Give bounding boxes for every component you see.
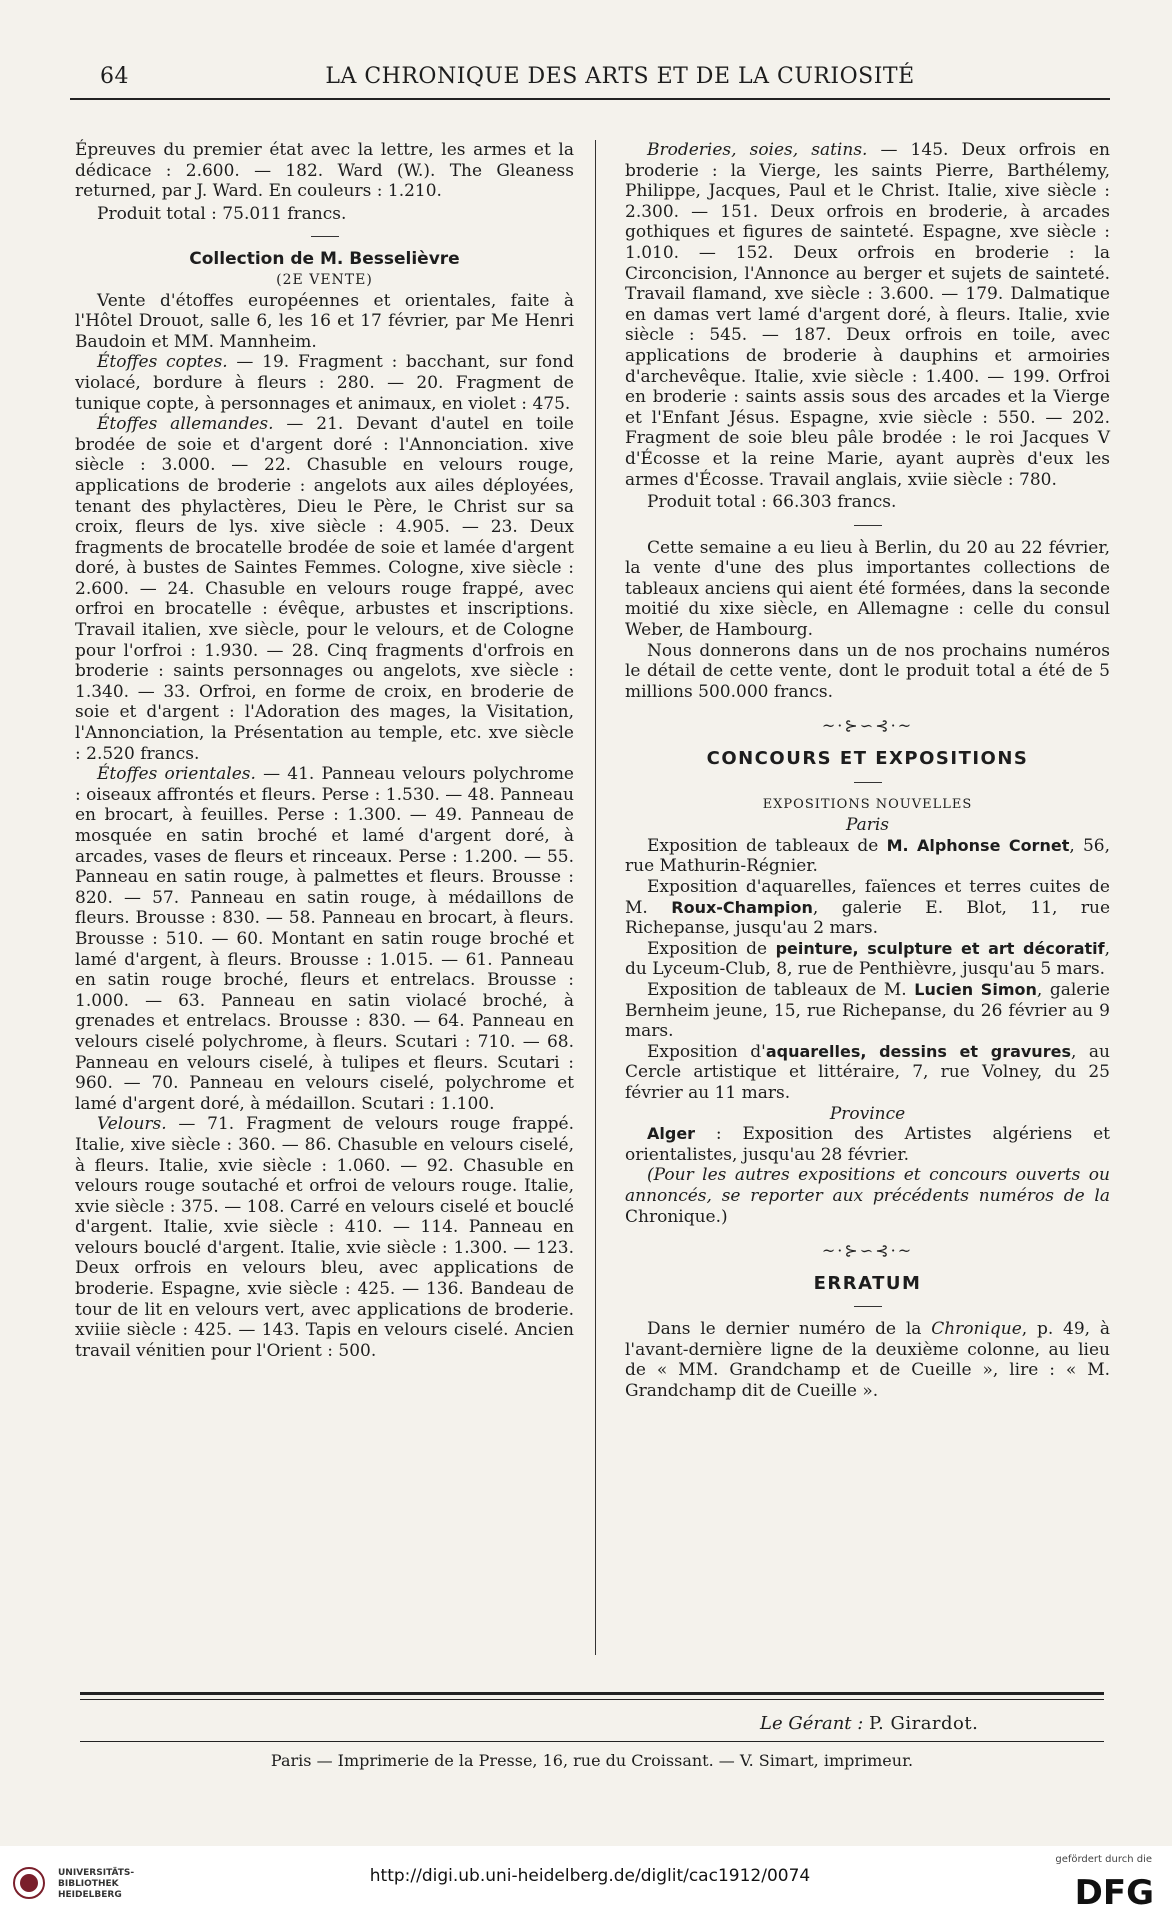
section-heading: CONCOURS ET EXPOSITIONS bbox=[706, 748, 1029, 770]
gerant-line: Le Gérant : P. Girardot. bbox=[760, 1713, 979, 1734]
paragraph: Étoffes orientales. — 41. Panneau velours polychrome : oiseaux affrontés et fleurs. Perse : 1.530. — 48. Panneau en brocart, à feuilles. Perse : 1.300. — 49. Panneau de mosquée en satin broché et lamé d'argent doré, à arcades, vases de fleurs et rinceaux. Perse : 1.200. — 55. Panneau en satin rouge, à palmettes et fleurs. Brousse : 820. — 57. Panneau en satin rouge, à médaillons de fleurs. Brousse : 830. — 58. Panneau en brocart, à fleurs. Brousse : 510. — 60. Montant en satin rouge broché et lamé d'argent, à fleurs. Brousse : 1.015. — 61. Panneau en satin rouge broché, fleurs et entrelacs. Brousse : 1.000. — 63. Panneau en satin violacé broché, à grenades et entrelacs. Brousse : 830. — 64. Panneau en velours ciselé polychrome, à fleurs. Scutari : 710. — 68. Panneau en velours ciselé, à tulipes et fleurs. Scutari : 960. — 70. Panneau en velours ciselé, polychrome et lamé d'argent doré, à médaillon. Scutari : 1.100. bbox=[75, 764, 574, 1114]
divider bbox=[311, 236, 339, 237]
left-column bbox=[75, 140, 574, 1361]
total-line: Produit total : 66.303 francs. bbox=[647, 492, 897, 513]
funding-note: gefördert durch die bbox=[1055, 1854, 1152, 1865]
exhibition-item: Exposition d'aquarelles, dessins et gravures, au Cercle artistique et littéraire, 7, rue Volney, du 25 février au 11 mars. bbox=[625, 1041, 1110, 1103]
paragraph: Velours. — 71. Fragment de velours rouge frappé. Italie, xive siècle : 360. — 86. Chasuble en velours ciselé, à fleurs. Italie, xvie siècle : 1.060. — 92. Chasuble en velours rouge soutaché et orfroi de velours rouge. Italie, xvie siècle : 375. — 108. Carré en velours ciselé et bouclé d'argent. Italie, xvie siècle : 410. — 114. Panneau en velours bouclé d'argent. Italie, xvie siècle : 1.300. — 123. Deux orfrois en velours bleu, avec applications de broderie. Espagne, xvie siècle : 425. — 136. Bandeau de tour de lit en velours vert, avec applications de broderie. xviiie siècle : 425. — 143. Tapis en velours ciselé. Ancien travail vénitien pour l'Orient : 500. bbox=[75, 1114, 574, 1361]
page-number: 64 bbox=[100, 64, 129, 89]
paragraph: Étoffes allemandes. — 21. Devant d'autel en toile brodée de soie et d'argent doré : l'Annonciation. xive siècle : 3.000. — 22. Chasuble en velours rouge, applications de broderie : angelots aux ailes déployées, tenant des phylactères, Dieu le Père, le Christ sur sa croix, fleurs de lys. xive siècle : 4.905. — 23. Deux fragments de brocatelle brodée de soie et lamée d'argent doré, à bustes de Saintes Femmes. Cologne, xive siècle : 2.600. — 24. Chasuble en velours rouge frappé, avec orfroi en brocatelle : évêque, arbustes et inscriptions. Travail italien, xve siècle, pour le velours, et de Cologne pour l'orfroi : 1.930. — 28. Cinq fragments d'orfrois en broderie : saints personnages ou angelots, xve siècle : 1.340. — 33. Orfroi, en forme de croix, en broderie de soie et d'argent : l'Adoration des mages, la Visitation, l'Annonciation, la Présentation au temple, etc. xve siècle : 2.520 francs. bbox=[75, 414, 574, 764]
running-head bbox=[70, 64, 1110, 94]
dfg-logo-icon bbox=[1036, 1868, 1156, 1908]
bottom-rule bbox=[80, 1692, 1104, 1695]
library-name: UNIVERSITÄTS- BIBLIOTHEK HEIDELBERG bbox=[58, 1868, 135, 1900]
journal-title: LA CHRONIQUE DES ARTS ET DE LA CURIOSITÉ bbox=[325, 64, 915, 89]
divider bbox=[854, 782, 882, 783]
city-heading: Province bbox=[829, 1103, 906, 1124]
erratum-text: Dans le dernier numéro de la Chronique, p. 49, à l'avant-dernière ligne de la deuxième colonne, au lieu de « MM. Grandchamp et de Cueille », lire : « M. Grandchamp dit de Cueille ». bbox=[625, 1319, 1110, 1402]
paragraph: Étoffes coptes. — 19. Fragment : bacchant, sur fond violacé, bordure à fleurs : 280. — 20. Fragment de tunique copte, à personnages et animaux, en violet : 475. bbox=[75, 352, 574, 414]
editorial-note: (Pour les autres expositions et concours ouverts ou annoncés, se reporter aux précédents numéros de la Chronique.) bbox=[625, 1165, 1110, 1227]
header-rule bbox=[70, 98, 1110, 100]
subsection-heading: EXPOSITIONS NOUVELLES bbox=[762, 796, 973, 812]
exhibition-item: Alger : Exposition des Artistes algériens et orientalistes, jusqu'au 28 février. bbox=[625, 1124, 1110, 1165]
right-column bbox=[625, 140, 1110, 1402]
column-divider bbox=[595, 140, 596, 1655]
exhibition-item: Exposition de tableaux de M. Lucien Simon, galerie Bernheim jeune, 15, rue Richepanse, du 26 février au 9 mars. bbox=[625, 979, 1110, 1042]
university-seal-icon bbox=[12, 1866, 46, 1900]
exhibition-item: Exposition de peinture, sculpture et art décoratif, du Lyceum-Club, 8, rue de Penthièvre, jusqu'au 5 mars. bbox=[625, 938, 1110, 980]
collection-subheading: (2E VENTE) bbox=[276, 271, 373, 288]
exhibition-item: Exposition de tableaux de M. Alphonse Cornet, 56, rue Mathurin-Régnier. bbox=[625, 835, 1111, 877]
digitization-footer bbox=[0, 1846, 1172, 1912]
imprint-line: Paris — Imprimerie de la Presse, 16, rue du Croissant. — V. Simart, imprimeur. bbox=[270, 1751, 914, 1770]
paragraph: Épreuves du premier état avec la lettre, les armes et la dédicace : 2.600. — 182. Ward (W.). The Gleaness returned, par J. Ward. En couleurs : 1.210. bbox=[75, 140, 574, 202]
divider bbox=[854, 525, 882, 526]
paragraph: Nous donnerons dans un de nos prochains numéros le détail de cette vente, dont le produit total a été de 5 millions 500.000 francs. bbox=[625, 640, 1110, 702]
imprint-rule bbox=[80, 1741, 1104, 1742]
fleuron-ornament: ~·⊱∽⊰·~ bbox=[821, 1241, 914, 1261]
paragraph: Broderies, soies, satins. — 145. Deux orfrois en broderie : la Vierge, les saints Pierre, Barthélemy, Philippe, Jacques, Paul et le Christ. Italie, xive siècle : 2.300. — 151. Deux orfrois en broderie, à arcades gothiques et figures de sainteté. Espagne, xve siècle : 1.010. — 152. Deux orfrois en broderie : la Circoncision, l'Annonce au berger et sujets de sainteté. Travail flamand, xve siècle : 3.600. — 179. Dalmatique en damas vert lamé d'argent doré, à fleurs. Italie, xvie siècle : 545. — 187. Deux orfrois en toile, avec applications de broderie à dauphins et armoiries d'archevêque. Italie, xvie siècle : 1.400. — 199. Orfroi en broderie : saints assis sous des arcades et la Vierge et l'Enfant Jésus. Espagne, xvie siècle : 550. — 202. Fragment de soie bleu pâle brodée : le roi Jacques V d'Écosse et la reine Marie, ayant auprès d'eux les armes d'Écosse. Travail anglais, xviie siècle : 780. bbox=[625, 140, 1110, 490]
divider bbox=[854, 1306, 882, 1307]
fleuron-ornament: ~·⊱∽⊰·~ bbox=[821, 716, 914, 736]
dfg-logo-text: DFG bbox=[1074, 1873, 1154, 1908]
exhibition-item: Exposition d'aquarelles, faïences et terres cuites de M. Roux-Champion, galerie E. Blot, 11, rue Richepanse, jusqu'au 2 mars. bbox=[625, 877, 1111, 939]
erratum-heading: ERRATUM bbox=[813, 1272, 922, 1294]
bottom-rule bbox=[80, 1699, 1104, 1700]
digitization-link[interactable]: http://digi.ub.uni-heidelberg.de/diglit/cac1912/0074 bbox=[369, 1866, 811, 1886]
city-heading: Paris bbox=[845, 815, 890, 836]
collection-heading: Collection de M. Besselièvre bbox=[189, 249, 460, 270]
total-line: Produit total : 75.011 francs. bbox=[97, 203, 347, 224]
paragraph: Cette semaine a eu lieu à Berlin, du 20 au 22 février, la vente d'une des plus importantes collections de tableaux anciens qui aient été formées, dans la seconde moitié du xixe siècle, en Allemagne : celle du consul Weber, de Hambourg. bbox=[625, 537, 1110, 641]
paragraph: Vente d'étoffes européennes et orientales, faite à l'Hôtel Drouot, salle 6, les 16 et 17 février, par Me Henri Baudoin et MM. Mannheim. bbox=[75, 290, 574, 352]
